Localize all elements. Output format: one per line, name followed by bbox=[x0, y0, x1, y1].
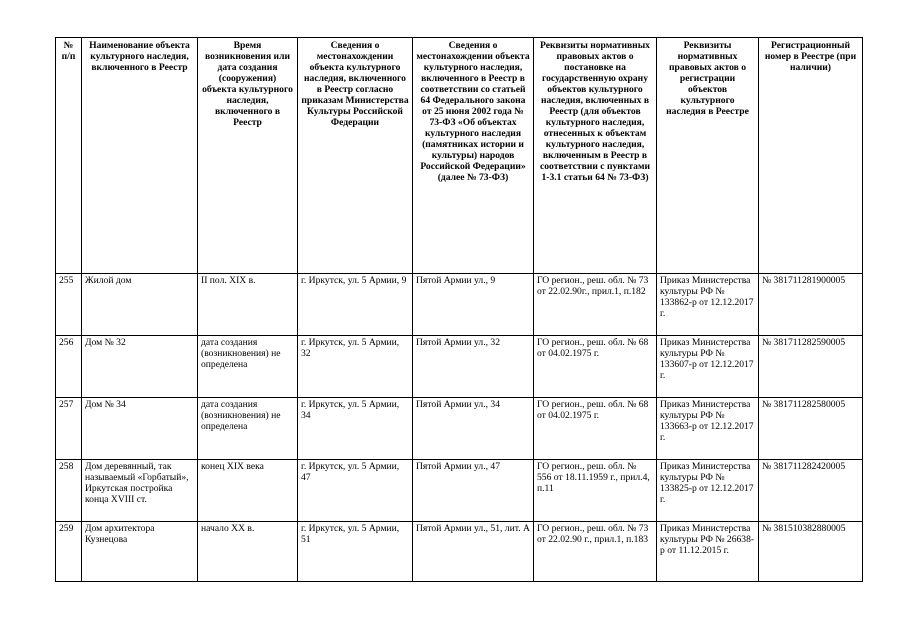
cell-location-ministry: г. Иркутск, ул. 5 Армии, 34 bbox=[298, 398, 413, 460]
cell-location-law: Пятой Армии ул., 51, лит. А bbox=[413, 522, 534, 582]
cell-protection-acts: ГО регион., реш. обл. № 73 от 22.02.90 г., прил.1, п.183 bbox=[534, 522, 657, 582]
table-row bbox=[56, 398, 863, 460]
cell-location-law: Пятой Армии ул., 34 bbox=[413, 398, 534, 460]
cell-registration-number: № 381711281900005 bbox=[759, 274, 863, 336]
table-row bbox=[56, 336, 863, 398]
cell-number: 257 bbox=[56, 398, 82, 460]
cell-creation-date: II пол. XIX в. bbox=[198, 274, 298, 336]
header-protection-acts: Реквизиты нормативных правовых актов о постановке на государственную охрану объектов культурного наследия, включенных в Реестр (для объектов культурного наследия, отнесенных к объектам культурного наследия, включенным в Реестр в соответствии с пунктами 1-3.1 статьи 64 № 73-ФЗ) bbox=[534, 38, 657, 274]
cell-protection-acts: ГО регион., реш. обл. № 68 от 04.02.1975 г. bbox=[534, 398, 657, 460]
cell-object-name: Дом № 34 bbox=[82, 398, 198, 460]
header-object-name: Наименование объекта культурного наследия, включенного в Реестр bbox=[82, 38, 198, 274]
cell-registration-acts: Приказ Министерства культуры РФ № 26638-р от 11.12.2015 г. bbox=[657, 522, 759, 582]
cell-location-law: Пятой Армии ул., 9 bbox=[413, 274, 534, 336]
cell-registration-number: № 381711282590005 bbox=[759, 336, 863, 398]
cell-location-ministry: г. Иркутск, ул. 5 Армии, 32 bbox=[298, 336, 413, 398]
cell-object-name: Жилой дом bbox=[82, 274, 198, 336]
table-row bbox=[56, 522, 863, 582]
cell-location-ministry: г. Иркутск, ул. 5 Армии, 51 bbox=[298, 522, 413, 582]
cell-number: 258 bbox=[56, 460, 82, 522]
cell-object-name: Дом архитектора Кузнецова bbox=[82, 522, 198, 582]
document-page bbox=[55, 37, 862, 582]
header-location-law: Сведения о местонахождении объекта культурного наследия, включенного в Реестр в соответствии со статьей 64 Федерального закона от 25 июня 2002 года № 73-ФЗ «Об объектах культурного наследия (памятниках истории и культуры) народов Российской Федерации» (далее № 73-ФЗ) bbox=[413, 38, 534, 274]
cell-registration-acts: Приказ Министерства культуры РФ № 133825-р от 12.12.2017 г. bbox=[657, 460, 759, 522]
cell-object-name: Дом деревянный, так называемый «Горбатый», Иркутская постройка конца XVIII ст. bbox=[82, 460, 198, 522]
table-row bbox=[56, 274, 863, 336]
header-creation-date: Время возникновения или дата создания (сооружения) объекта культурного наследия, включенного в Реестр bbox=[198, 38, 298, 274]
heritage-registry-table bbox=[55, 37, 863, 582]
cell-location-ministry: г. Иркутск, ул. 5 Армии, 9 bbox=[298, 274, 413, 336]
cell-registration-number: № 381711282420005 bbox=[759, 460, 863, 522]
cell-creation-date: дата создания (возникновения) не определена bbox=[198, 336, 298, 398]
cell-location-ministry: г. Иркутск, ул. 5 Армии, 47 bbox=[298, 460, 413, 522]
header-location-ministry: Сведения о местонахождении объекта культурного наследия, включенного в Реестр согласно приказам Министерства Культуры Российской Федерации bbox=[298, 38, 413, 274]
cell-number: 255 bbox=[56, 274, 82, 336]
cell-registration-acts: Приказ Министерства культуры РФ № 133607-р от 12.12.2017 г. bbox=[657, 336, 759, 398]
header-registration-acts: Реквизиты нормативных правовых актов о регистрации объектов культурного наследия в Реестре bbox=[657, 38, 759, 274]
cell-object-name: Дом № 32 bbox=[82, 336, 198, 398]
cell-registration-number: № 381711282580005 bbox=[759, 398, 863, 460]
table-row bbox=[56, 460, 863, 522]
cell-protection-acts: ГО регион., реш. обл. № 68 от 04.02.1975 г. bbox=[534, 336, 657, 398]
cell-protection-acts: ГО регион., реш. обл. № 556 от 18.11.1959 г., прил.4, п.11 bbox=[534, 460, 657, 522]
cell-registration-acts: Приказ Министерства культуры РФ № 133862-р от 12.12.2017 г. bbox=[657, 274, 759, 336]
table-header-row bbox=[56, 38, 863, 274]
cell-location-law: Пятой Армии ул., 47 bbox=[413, 460, 534, 522]
cell-creation-date: дата создания (возникновения) не определена bbox=[198, 398, 298, 460]
header-number: № п/п bbox=[56, 38, 82, 274]
cell-number: 256 bbox=[56, 336, 82, 398]
cell-registration-number: № 381510382880005 bbox=[759, 522, 863, 582]
header-registration-number: Регистрационный номер в Реестре (при наличии) bbox=[759, 38, 863, 274]
cell-protection-acts: ГО регион., реш. обл. № 73 от 22.02.90г., прил.1, п.182 bbox=[534, 274, 657, 336]
cell-creation-date: начало XX в. bbox=[198, 522, 298, 582]
cell-location-law: Пятой Армии ул., 32 bbox=[413, 336, 534, 398]
cell-creation-date: конец XIX века bbox=[198, 460, 298, 522]
cell-number: 259 bbox=[56, 522, 82, 582]
cell-registration-acts: Приказ Министерства культуры РФ № 133663-р от 12.12.2017 г. bbox=[657, 398, 759, 460]
